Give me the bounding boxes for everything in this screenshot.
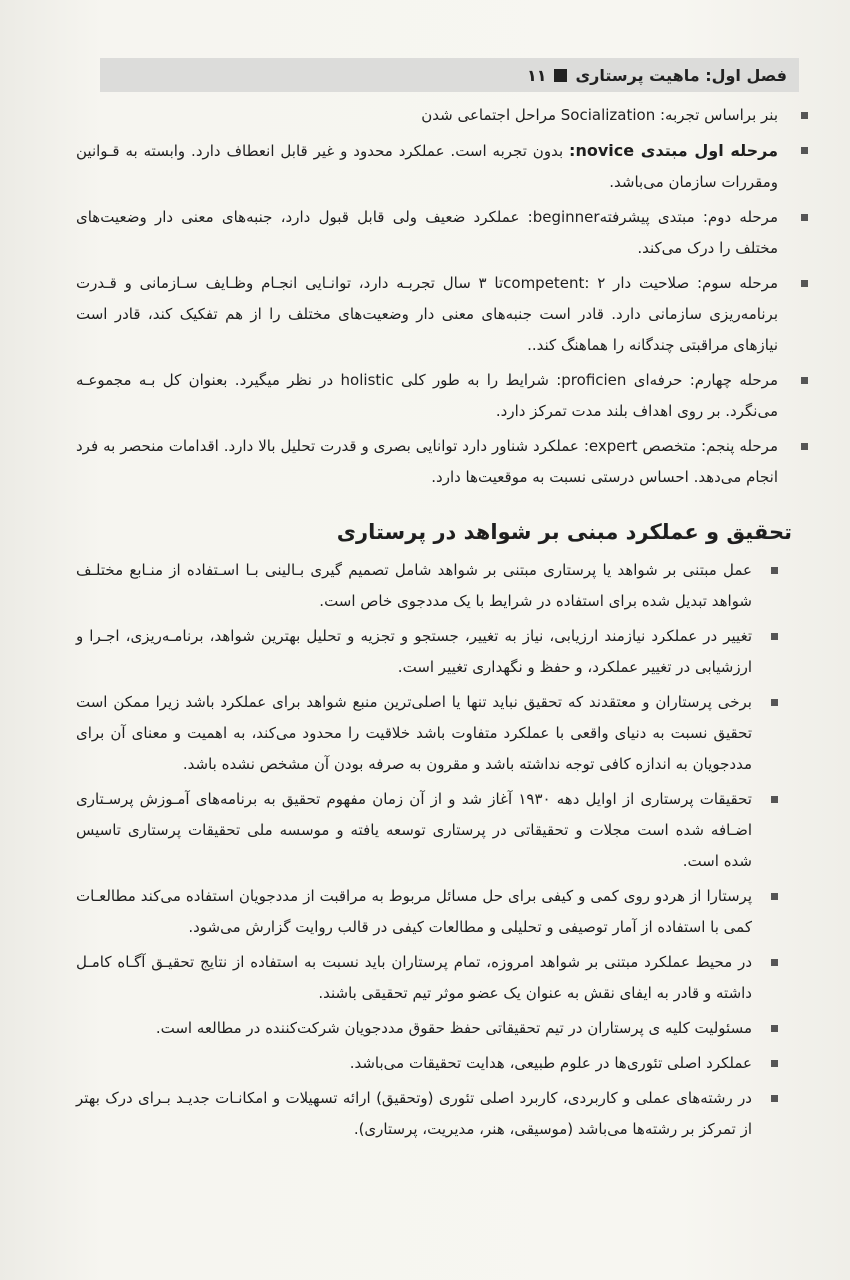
list-item: عملکرد اصلی تئوری‌ها در علوم طبیعی، هدایت تحقیقات می‌باشد.	[76, 1048, 766, 1079]
section-list	[76, 555, 792, 1145]
list-item: برخی پرستاران و معتقدند که تحقیق نباید تنها یا اصلی‌ترین منبع شواهد برای عملکرد باشد زیرا ممکن است تحقیق نسبت به دنیای واقعی با عملکرد متفاوت باشد خلاقیت را محدود می‌کند، به اهمیت و معنای آن برای مددجویان به اندازه کافی توجه نداشته باشد و مقرون به صرفه بودن آن مشخص نشده باشد.	[76, 687, 766, 780]
list-item: تغییر در عملکرد نیازمند ارزیابی، نیاز به تغییر، جستجو و تجزیه و تحلیل بهترین شواهد، برنامـه‌ریزی، اجـرا و ارزشیابی در تغییر عملکرد، و حفظ و نگهداری تغییر است.	[76, 621, 766, 683]
list-item: در رشته‌های عملی و کاربردی، کاربرد اصلی تئوری (وتحقیق) ارائه تسهیلات و امکانـات جدیـد بـرای درک بهتر از تمرکز بر رشته‌ها می‌باشد (موسیقی، هنر، مدیریت، پرستاری).	[76, 1083, 766, 1145]
chapter-title: فصل اول: ماهیت پرستاری	[575, 65, 787, 85]
list-item: پرستارا از هردو روی کمی و کیفی برای حل مسائل مربوط به مراقبت از مددجویان استفاده می‌کند مطالعـات کمی با استفاده از آمار توصیفی و تحلیلی و مطالعات کیفی در قالب روایت گزارش می‌شود.	[76, 881, 766, 943]
page-content	[76, 100, 792, 1149]
list-item: تحقیقات پرستاری از اوایل دهه ۱۹۳۰ آغاز شد و از آن زمان مفهوم تحقیق به برنامه‌های آمـوزش پرسـتاری اضـافه شده است مجلات و تحقیقاتی در پرستاری توسعه یافته و موسسه ملی تحقیقات پرستاری تاسیس شده است.	[76, 784, 766, 877]
list-item: عمل مبتنی بر شواهد یا پرستاری مبتنی بر شواهد شامل تصمیم گیری بـالینی بـا اسـتفاده از منـابع مختلـف شواهد تبدیل شده برای استفاده در شرایط با یک مددجوی خاص است.	[76, 555, 766, 617]
intro-list	[76, 100, 792, 493]
list-item: مرحله دوم: مبتدی پیشرفتهbeginner: عملکرد ضعیف ولی قابل قبول دارد، جنبه‌های معنی دار وضعیت‌های مختلف را درک می‌کند.	[76, 202, 792, 264]
list-item: مرحله اول مبتدی novice: بدون تجربه است. عملکرد محدود و غیر قابل انعطاف دارد. وابسته به قـوانین ومقررات سازمان می‌باشد.	[76, 135, 792, 198]
page-number: ۱۱	[526, 65, 547, 85]
square-marker-icon	[554, 69, 567, 82]
list-item: مسئولیت کلیه ی پرستاران در تیم تحقیقاتی حفظ حقوق مددجویان شرکت‌کننده در مطالعه است.	[76, 1013, 766, 1044]
list-item: مرحله پنجم: متخصص expert: عملکرد شناور دارد توانایی بصری و قدرت تحلیل بالا دارد. اقدامات منحصر به فرد انجام می‌دهد. احساس درستی نسبت به موقعیت‌ها دارد.	[76, 431, 792, 493]
section-title: تحقیق و عملکرد مبنی بر شواهد در پرستاری	[336, 520, 792, 544]
list-item: بنر براساس تجربه: Socialization مراحل اجتماعی شدن	[76, 100, 792, 131]
list-item: در محیط عملکرد مبتنی بر شواهد امروزه، تمام پرستاران باید نسبت به استفاده از نتایج تحقیـق آگـاه کامـل داشته و قادر به ایفای نقش به عنوان یک عضو موثر تیم تحقیقی باشند.	[76, 947, 766, 1009]
list-item: مرحله چهارم: حرفه‌ای proficien: شرایط را به طور کلی holistic در نظر میگیرد. بعنوان کل بـه مجموعـه می‌نگرد. بر روی اهداف بلند مدت تمرکز دارد.	[76, 365, 792, 427]
list-item: مرحله سوم: صلاحیت دار competent: ۲تا ۳ سال تجربـه دارد، توانـایی انجـام وظـایف سـازمانی و قـدرت برنامه‌ریزی سازمانی دارد. قادر است جنبه‌های معنی دار وضعیت‌های مختلف را از هم تفکیک کند، قادر است نیازهای مراقبتی چندگانه را هماهنگ کند..	[76, 268, 792, 361]
page-header	[100, 58, 799, 92]
